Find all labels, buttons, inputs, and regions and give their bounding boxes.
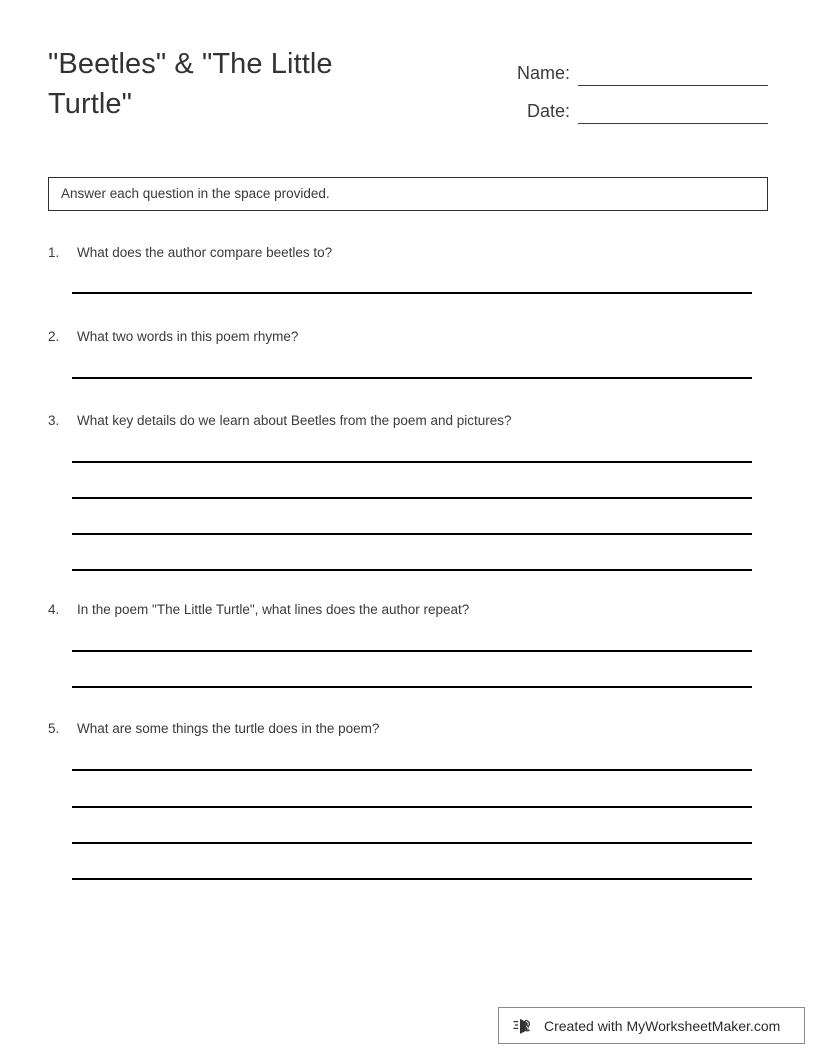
question-prompt — [48, 328, 768, 346]
question-item — [48, 601, 768, 619]
question-prompt — [48, 412, 768, 430]
question-prompt — [48, 244, 768, 262]
question-item — [48, 244, 768, 262]
question-number: 5. — [48, 721, 60, 736]
answer-line[interactable] — [72, 533, 752, 535]
worksheet-header — [48, 44, 768, 140]
question-text: What does the author compare beetles to? — [77, 245, 333, 260]
answer-line[interactable] — [72, 569, 752, 571]
name-field-row — [468, 48, 768, 86]
name-label: Name: — [516, 63, 570, 83]
question-prompt — [48, 601, 768, 619]
question-text: What are some things the turtle does in the poem? — [77, 721, 380, 736]
answer-line[interactable] — [72, 842, 752, 844]
question-item — [48, 412, 768, 430]
answer-line[interactable] — [72, 686, 752, 688]
name-date-block — [468, 48, 768, 124]
answer-line[interactable] — [72, 806, 752, 808]
question-item — [48, 328, 768, 346]
question-number: 3. — [48, 413, 60, 428]
date-label: Date: — [526, 101, 570, 121]
answer-line[interactable] — [72, 878, 752, 880]
instructions-box — [48, 177, 768, 211]
answer-line[interactable] — [72, 769, 752, 771]
date-field-row — [468, 86, 768, 124]
name-input[interactable] — [578, 65, 768, 86]
attribution-text: Created with MyWorksheetMaker.com — [544, 1017, 781, 1034]
answer-line[interactable] — [72, 650, 752, 652]
date-input[interactable] — [578, 103, 768, 124]
page-title: "Beetles" & "The Little Turtle" — [48, 48, 333, 120]
worksheet-maker-logo-icon — [513, 1015, 535, 1037]
attribution-badge[interactable] — [498, 1007, 805, 1044]
question-number: 2. — [48, 329, 60, 344]
question-text: What key details do we learn about Beetles from the poem and pictures? — [77, 413, 512, 428]
question-number: 1. — [48, 245, 60, 260]
answer-line[interactable] — [72, 377, 752, 379]
question-text: In the poem "The Little Turtle", what lines does the author repeat? — [77, 602, 470, 617]
question-prompt — [48, 720, 768, 738]
answer-line[interactable] — [72, 292, 752, 294]
question-item — [48, 720, 768, 738]
question-text: What two words in this poem rhyme? — [77, 329, 299, 344]
question-number: 4. — [48, 602, 60, 617]
instructions-text: Answer each question in the space provided. — [61, 186, 330, 201]
answer-line[interactable] — [72, 497, 752, 499]
answer-line[interactable] — [72, 461, 752, 463]
